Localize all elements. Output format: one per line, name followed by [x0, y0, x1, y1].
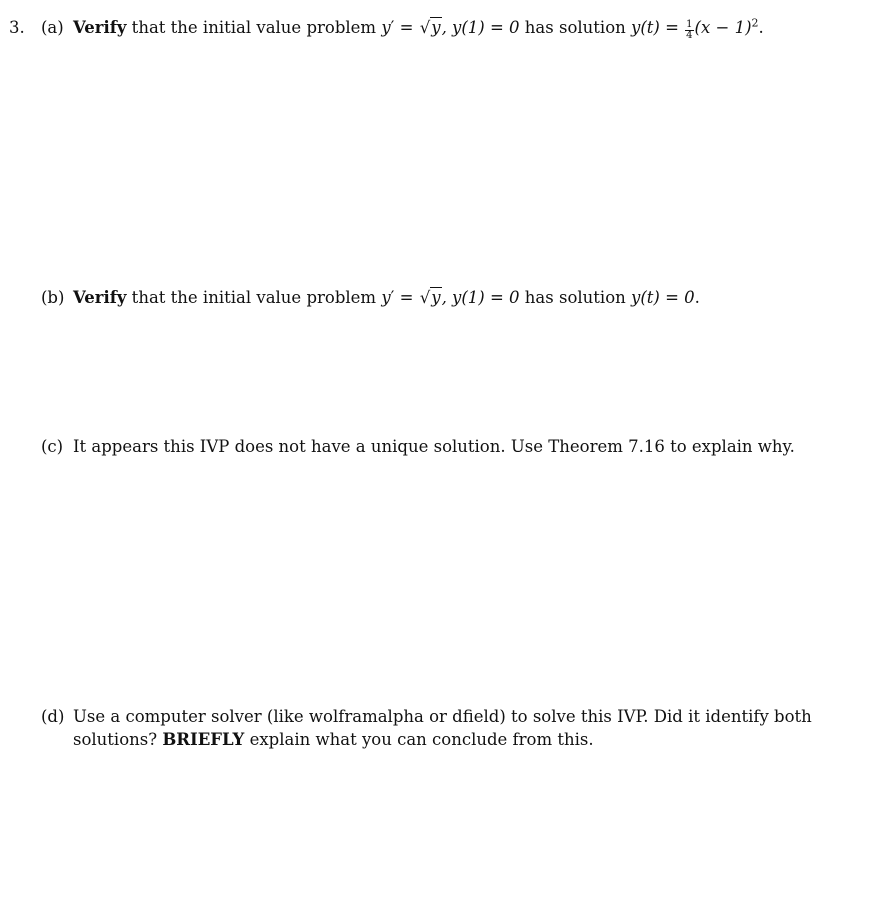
part-d	[41, 705, 831, 751]
part-a-eq-prime: ′ =	[390, 18, 419, 37]
sqrt-symbol: √	[419, 288, 431, 307]
problem-number: 3.	[9, 18, 25, 37]
part-a-sol-rhs: (x − 1)	[694, 18, 752, 37]
part-d-text2: explain what you can conclude from this.	[244, 730, 594, 749]
part-a-mid: has solution	[519, 18, 632, 37]
sqrt-argument: y	[431, 288, 441, 307]
part-d-text1: Use a computer solver (like wolframalpha or dfield) to solve this IVP. Did it identify both solutions?	[73, 707, 812, 749]
part-b-eq-prime: ′ =	[390, 288, 419, 307]
part-d-label: (d)	[41, 707, 65, 726]
part-a-bold: Verify	[73, 18, 127, 37]
part-b-bold: Verify	[73, 288, 127, 307]
part-c	[41, 435, 831, 458]
part-a-eq-cond: , y(1) = 0	[441, 18, 520, 37]
part-c-label: (c)	[41, 437, 64, 456]
part-b-sqrt	[419, 288, 442, 307]
part-a-text: that the initial value problem	[126, 18, 382, 37]
sqrt-argument: y	[431, 18, 441, 37]
part-b-eq-cond: , y(1) = 0	[441, 288, 520, 307]
part-a-eq-y: y	[381, 18, 391, 37]
part-b	[41, 286, 831, 309]
part-b-label: (b)	[41, 288, 65, 307]
part-a-sqrt	[419, 18, 442, 37]
fraction-denominator: 4	[686, 29, 693, 41]
part-a-sol-lhs: y(t) =	[631, 18, 685, 37]
fraction-numerator: 1	[686, 18, 693, 30]
one-quarter-fraction	[685, 20, 693, 41]
part-b-text: that the initial value problem	[126, 288, 382, 307]
part-c-text: It appears this IVP does not have a unique solution. Use Theorem 7.16 to explain why.	[73, 437, 795, 456]
part-b-eq-y: y	[381, 288, 391, 307]
part-a-label: (a)	[41, 18, 64, 37]
part-b-sol: y(t) = 0	[631, 288, 695, 307]
part-a-end: .	[758, 18, 764, 37]
part-a	[41, 16, 831, 41]
part-d-bold: BRIEFLY	[162, 730, 245, 749]
part-b-end: .	[694, 288, 700, 307]
part-b-mid: has solution	[519, 288, 632, 307]
sqrt-symbol: √	[419, 18, 431, 37]
part-a-sol-exponent: 2	[751, 16, 759, 30]
part-d-body	[73, 705, 818, 751]
